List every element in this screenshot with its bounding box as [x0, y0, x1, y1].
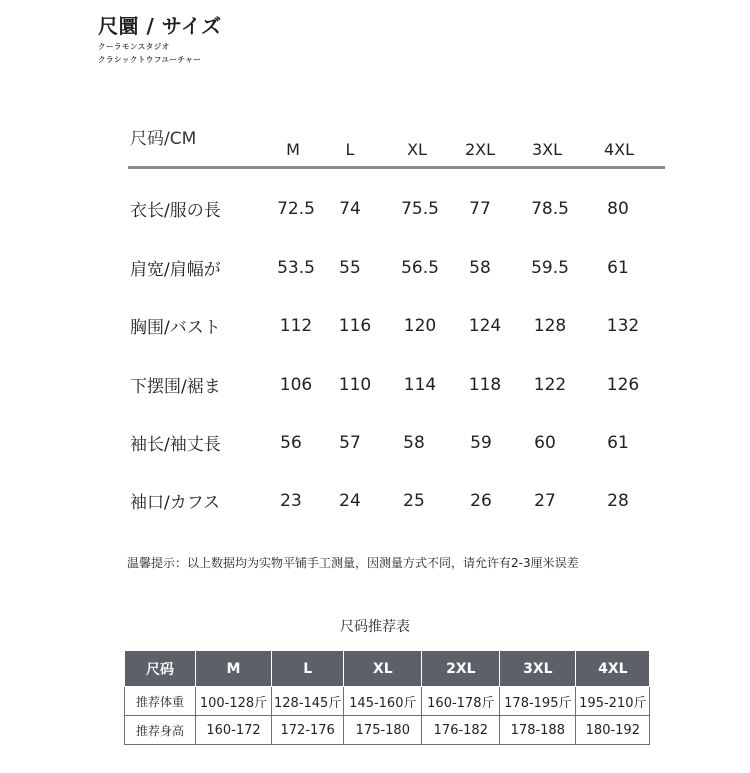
recommend-row-label-weight: 推荐体重 [125, 687, 196, 716]
recommend-header-cell: 4XL [576, 651, 650, 687]
table-cell: 56.5 [401, 258, 439, 278]
table-cell: 59 [470, 433, 492, 453]
measurement-tip: 温馨提示：以上数据均为实物平铺手工测量，因测量方式不同，请允许有2-3厘米误差 [127, 556, 579, 570]
table-cell: 61 [607, 258, 629, 278]
table-cell: 145-160斤 [344, 687, 422, 716]
table-cell: 57 [339, 433, 361, 453]
table-cell: 28 [607, 491, 629, 511]
recommend-row-label-height: 推荐身高 [125, 716, 196, 745]
table-cell: 160-172 [196, 716, 272, 745]
size-header-2xl: 2XL [464, 140, 496, 159]
table-cell: 114 [403, 375, 437, 395]
size-header-l: L [345, 140, 355, 159]
table-cell: 176-182 [422, 716, 500, 745]
size-header-4xl: 4XL [603, 140, 635, 159]
table-cell: 78.5 [531, 199, 569, 219]
table-cell: 180-192 [576, 716, 650, 745]
row-label-chest: 胸围/バスト [130, 318, 221, 338]
table-cell: 172-176 [272, 716, 344, 745]
table-cell: 175-180 [344, 716, 422, 745]
row-label-hem: 下摆围/裾ま [130, 377, 221, 397]
recommend-header-cell: XL [344, 651, 422, 687]
table-cell: 75.5 [401, 199, 439, 219]
table-cell: 132 [606, 316, 640, 336]
table-cell: 126 [606, 375, 640, 395]
table-cell: 128-145斤 [272, 687, 344, 716]
table-cell: 72.5 [277, 199, 315, 219]
table-cell: 61 [607, 433, 629, 453]
table-cell: 178-195斤 [500, 687, 576, 716]
table-cell: 53.5 [277, 258, 315, 278]
recommend-header-cell: L [272, 651, 344, 687]
table-cell: 74 [339, 199, 361, 219]
table-cell: 27 [534, 491, 556, 511]
row-label-shoulder: 肩宽/肩幅が [130, 260, 221, 280]
header-divider [128, 166, 665, 169]
table-cell: 120 [403, 316, 437, 336]
table-row [125, 687, 650, 716]
table-cell: 100-128斤 [196, 687, 272, 716]
table-cell: 160-178斤 [422, 687, 500, 716]
table-cell: 116 [338, 316, 372, 336]
table-cell: 195-210斤 [576, 687, 650, 716]
table-cell: 124 [468, 316, 502, 336]
table-cell: 128 [533, 316, 567, 336]
recommend-header-cell: M [196, 651, 272, 687]
recommend-header-row [125, 651, 650, 687]
table-cell: 106 [279, 375, 313, 395]
table-cell: 25 [403, 491, 425, 511]
size-header-m: M [286, 140, 300, 159]
table-cell: 24 [339, 491, 361, 511]
table-cell: 56 [280, 433, 302, 453]
size-table-corner-label: 尺码/CM [130, 129, 197, 149]
table-cell: 80 [607, 199, 629, 219]
recommend-table [124, 650, 650, 745]
table-cell: 23 [280, 491, 302, 511]
row-label-sleeve: 袖长/袖丈長 [130, 435, 221, 455]
table-cell: 26 [470, 491, 492, 511]
row-label-length: 衣长/服の長 [130, 201, 221, 221]
recommend-header-cell: 尺码 [125, 651, 196, 687]
table-cell: 77 [469, 199, 491, 219]
table-row [125, 716, 650, 745]
table-cell: 110 [338, 375, 372, 395]
table-cell: 55 [339, 258, 361, 278]
size-header-xl: XL [407, 140, 427, 159]
table-cell: 122 [533, 375, 567, 395]
table-cell: 58 [469, 258, 491, 278]
page-title: 尺圜 / サイズ [98, 14, 222, 38]
table-cell: 60 [534, 433, 556, 453]
table-cell: 118 [468, 375, 502, 395]
subtitle-line-2: クラシックトウフユーチャー [98, 55, 202, 64]
row-label-cuff: 袖口/カフス [130, 493, 221, 513]
table-cell: 178-188 [500, 716, 576, 745]
size-header-3xl: 3XL [531, 140, 563, 159]
recommend-title: 尺码推荐表 [340, 619, 410, 635]
recommend-header-cell: 3XL [500, 651, 576, 687]
table-cell: 59.5 [531, 258, 569, 278]
subtitle-line-1: クーラモンスタジオ [98, 42, 170, 51]
table-cell: 58 [403, 433, 425, 453]
recommend-header-cell: 2XL [422, 651, 500, 687]
table-cell: 112 [279, 316, 313, 336]
